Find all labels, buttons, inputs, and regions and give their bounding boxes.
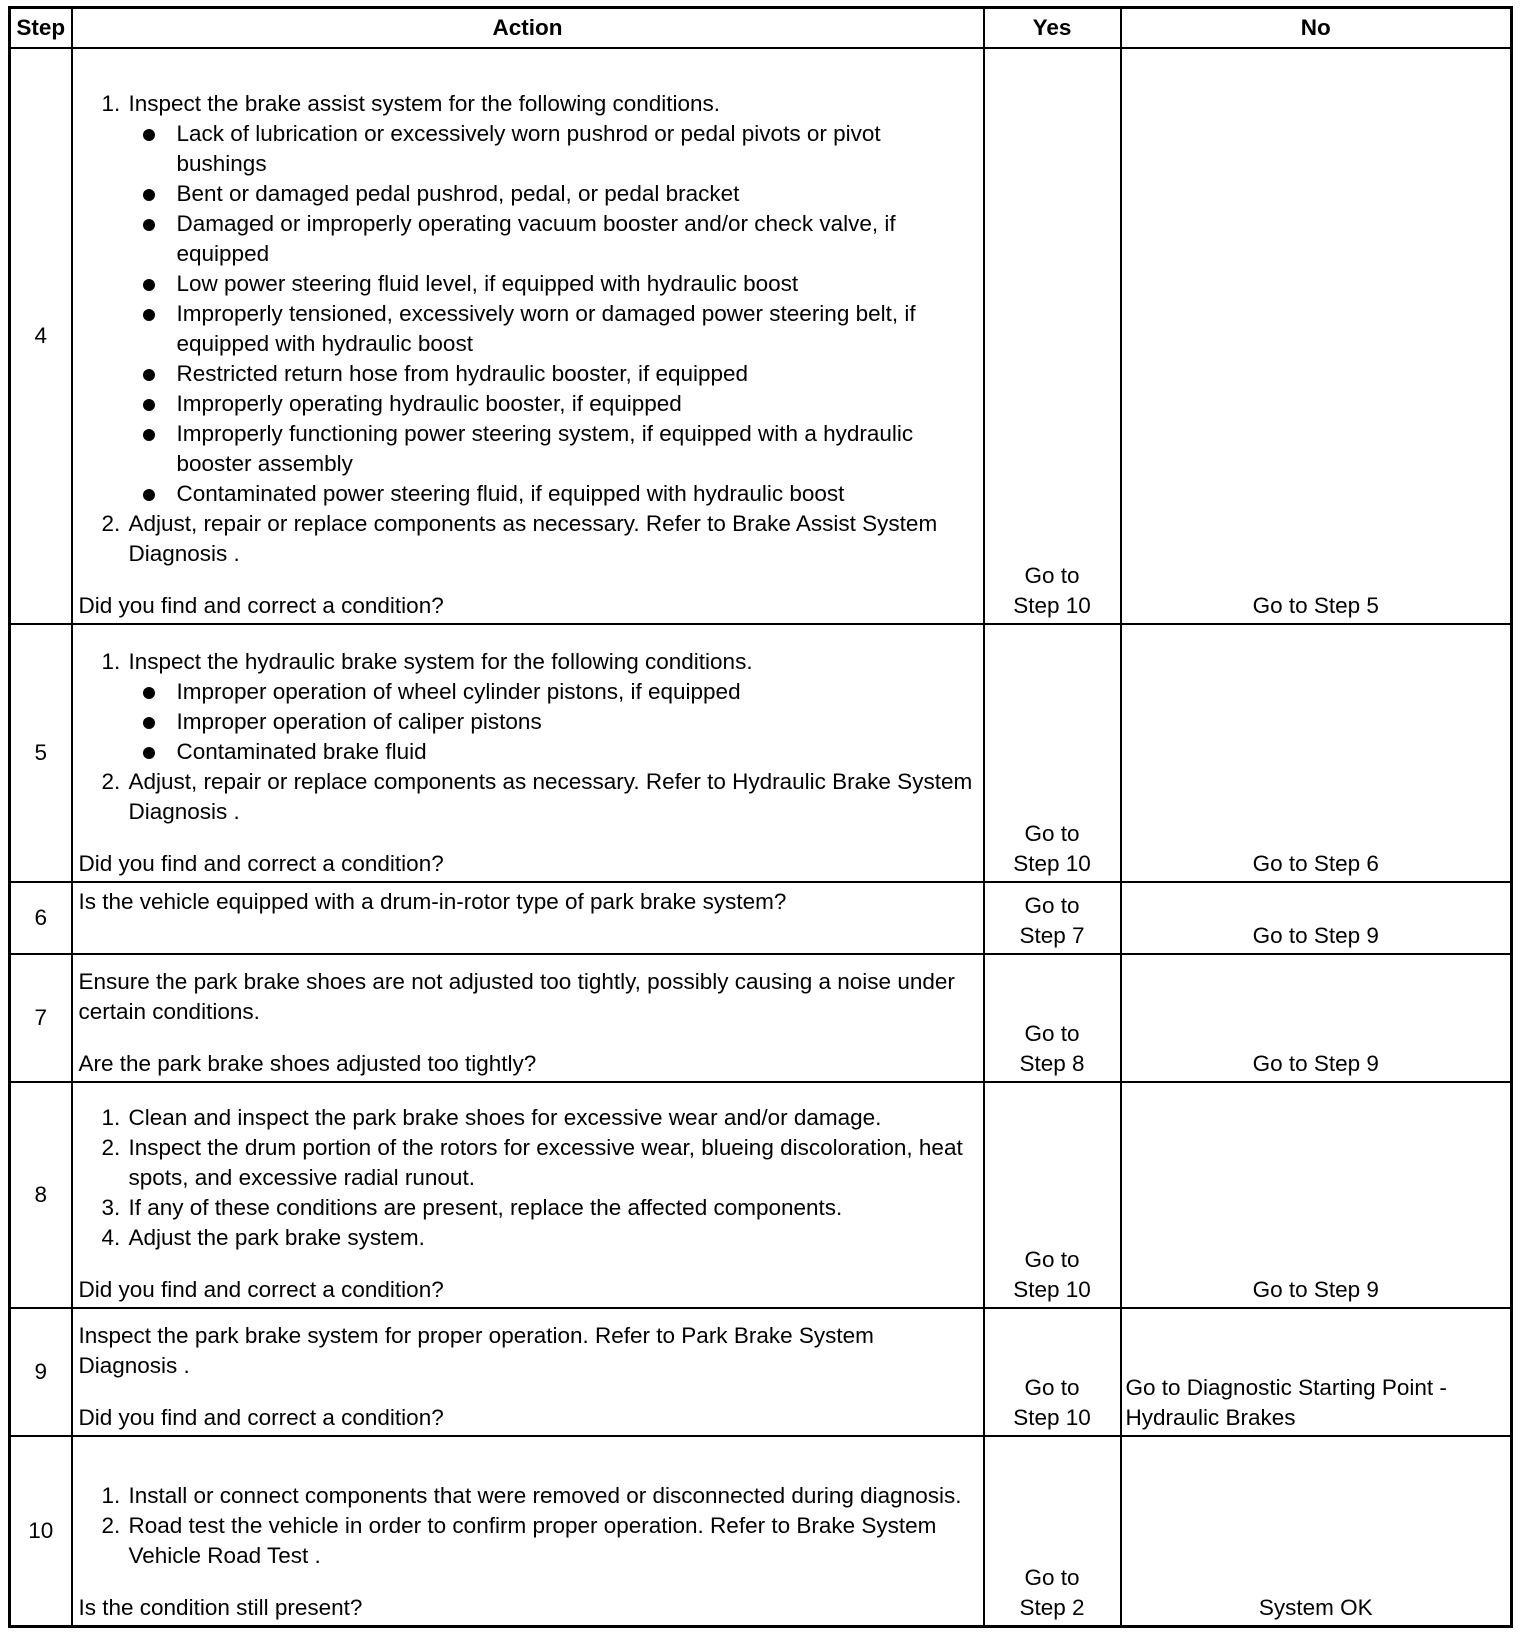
condition-list: [129, 119, 977, 509]
question-text: Did you find and correct a condition?: [78, 851, 444, 876]
yes-cell: [984, 954, 1121, 1082]
yes-line: Go to: [1024, 1375, 1080, 1400]
list-item: Contaminated power steering fluid, if equipped with hydraulic boost: [175, 479, 977, 509]
step-number: 4: [10, 48, 72, 624]
yes-line: Step 10: [1013, 1405, 1091, 1430]
action-step-text: Inspect the brake assist system for the following conditions.: [128, 91, 721, 116]
no-line: System OK: [1258, 1594, 1373, 1620]
spacer: [79, 569, 977, 591]
yes-cell: [984, 624, 1121, 882]
action-step: [127, 767, 977, 827]
header-row: [10, 8, 1512, 49]
no-line: Hydraulic Brakes: [1125, 1405, 1296, 1430]
action-step-text: Inspect the hydraulic brake system for the following conditions.: [128, 649, 753, 674]
step-number: 7: [10, 954, 72, 1082]
table-row: [10, 1308, 1512, 1436]
no-cell: [1121, 1082, 1512, 1308]
yes-cell: [984, 48, 1121, 624]
yes-line: Go to: [1024, 821, 1080, 846]
spacer: [79, 1027, 977, 1049]
table-row: [10, 624, 1512, 882]
header-yes: Yes: [984, 8, 1121, 49]
action-text: Inspect the park brake system for proper operation. Refer to Park Brake System Diagnosis .: [78, 1323, 874, 1378]
yes-cell: [984, 1308, 1121, 1436]
list-item: Improperly operating hydraulic booster, if equipped: [175, 389, 977, 419]
step-number: 5: [10, 624, 72, 882]
yes-line: Step 7: [1019, 923, 1085, 948]
action-step: 1. Install or connect components that were removed or disconnected during diagnosis.: [127, 1481, 977, 1511]
no-cell: [1121, 882, 1512, 954]
action-step-text: Adjust, repair or replace components as necessary. Refer to Hydraulic Brake System Diagnosis .: [128, 769, 973, 824]
yes-line: Go to: [1024, 1021, 1080, 1046]
action-step: [127, 509, 977, 569]
list-item: Improper operation of wheel cylinder pistons, if equipped: [175, 677, 977, 707]
table-row: [10, 954, 1512, 1082]
action-cell: [72, 624, 984, 882]
no-cell: [1121, 624, 1512, 882]
question-text: Are the park brake shoes adjusted too tightly?: [78, 1051, 537, 1076]
question-text: Did you find and correct a condition?: [78, 1405, 444, 1430]
list-item: Lack of lubrication or excessively worn pushrod or pedal pivots or pivot bushings: [175, 119, 977, 179]
question-text: Is the condition still present?: [78, 1594, 363, 1620]
action-step: 4. Adjust the park brake system.: [127, 1223, 977, 1253]
action-step: 3. If any of these conditions are present, replace the affected components.: [127, 1193, 977, 1223]
no-cell: [1121, 954, 1512, 1082]
condition-list: [129, 677, 977, 767]
list-item: Damaged or improperly operating vacuum booster and/or check valve, if equipped: [175, 209, 977, 269]
table-row: [10, 1436, 1512, 1626]
yes-line: Step 2: [1019, 1594, 1085, 1620]
yes-line: Step 10: [1013, 1277, 1091, 1302]
spacer: [79, 1253, 977, 1275]
list-item: Contaminated brake fluid: [175, 737, 977, 767]
spacer: [79, 1381, 977, 1403]
action-step: 2. Inspect the drum portion of the rotors for excessive wear, blueing discoloration, heat spots, and excessive radial runout.: [127, 1133, 977, 1193]
action-steps: [79, 1103, 977, 1253]
header-no: No: [1121, 8, 1512, 49]
action-step: 1. Clean and inspect the park brake shoes for excessive wear and/or damage.: [127, 1103, 977, 1133]
no-line: Go to Diagnostic Starting Point -: [1125, 1375, 1447, 1400]
action-steps: [79, 1481, 977, 1571]
action-cell: [72, 1082, 984, 1308]
yes-cell: [984, 1436, 1121, 1626]
action-cell: [72, 1308, 984, 1436]
yes-line: Step 10: [1013, 593, 1091, 618]
no-line: Go to Step 5: [1252, 593, 1379, 618]
no-line: Go to Step 6: [1252, 851, 1379, 876]
yes-line: Go to: [1024, 893, 1080, 918]
action-cell: [72, 882, 984, 954]
yes-cell: [984, 1082, 1121, 1308]
yes-line: Step 10: [1013, 851, 1091, 876]
header-step: Step: [10, 8, 72, 49]
step-number: 9: [10, 1308, 72, 1436]
no-cell: [1121, 1436, 1512, 1626]
no-line: Go to Step 9: [1252, 923, 1379, 948]
action-cell: [72, 1436, 984, 1626]
step-number: 6: [10, 882, 72, 954]
table-row: [10, 1082, 1512, 1308]
action-cell: [72, 954, 984, 1082]
action-cell: [72, 48, 984, 624]
yes-line: Go to: [1024, 1564, 1080, 1590]
step-number: 8: [10, 1082, 72, 1308]
step-number: 10: [10, 1436, 72, 1626]
no-line: Go to Step 9: [1252, 1277, 1379, 1302]
no-line: Go to Step 9: [1252, 1051, 1379, 1076]
yes-cell: [984, 882, 1121, 954]
list-item: Improperly functioning power steering system, if equipped with a hydraulic booster assembly: [175, 419, 977, 479]
header-action: Action: [72, 8, 984, 49]
list-item: Improperly tensioned, excessively worn or damaged power steering belt, if equipped with hydraulic boost: [175, 299, 977, 359]
action-step: [127, 647, 977, 767]
action-text: Ensure the park brake shoes are not adjusted too tightly, possibly causing a noise under certain conditions.: [78, 969, 955, 1024]
yes-line: Go to: [1024, 563, 1080, 588]
no-cell: [1121, 48, 1512, 624]
table-row: [10, 882, 1512, 954]
action-step: [127, 89, 977, 509]
diagnostic-table: [8, 6, 1513, 1628]
question-text: Did you find and correct a condition?: [78, 1277, 444, 1302]
yes-line: Go to: [1024, 1247, 1080, 1272]
table-row: [10, 48, 1512, 624]
list-item: Low power steering fluid level, if equipped with hydraulic boost: [175, 269, 977, 299]
action-steps: [79, 647, 977, 827]
no-cell: [1121, 1308, 1512, 1436]
action-text: Is the vehicle equipped with a drum-in-rotor type of park brake system?: [78, 889, 787, 914]
spacer: [79, 827, 977, 849]
action-step: 2. Road test the vehicle in order to confirm proper operation. Refer to Brake System Vehicle Road Test .: [127, 1511, 977, 1571]
question-text: Did you find and correct a condition?: [78, 593, 444, 618]
list-item: Improper operation of caliper pistons: [175, 707, 977, 737]
action-step-text: Adjust, repair or replace components as necessary. Refer to Brake Assist System Diagnosis .: [128, 511, 938, 566]
action-steps: [79, 89, 977, 569]
yes-line: Step 8: [1019, 1051, 1085, 1076]
list-item: Restricted return hose from hydraulic booster, if equipped: [175, 359, 977, 389]
list-item: Bent or damaged pedal pushrod, pedal, or pedal bracket: [175, 179, 977, 209]
spacer: [79, 1571, 977, 1593]
